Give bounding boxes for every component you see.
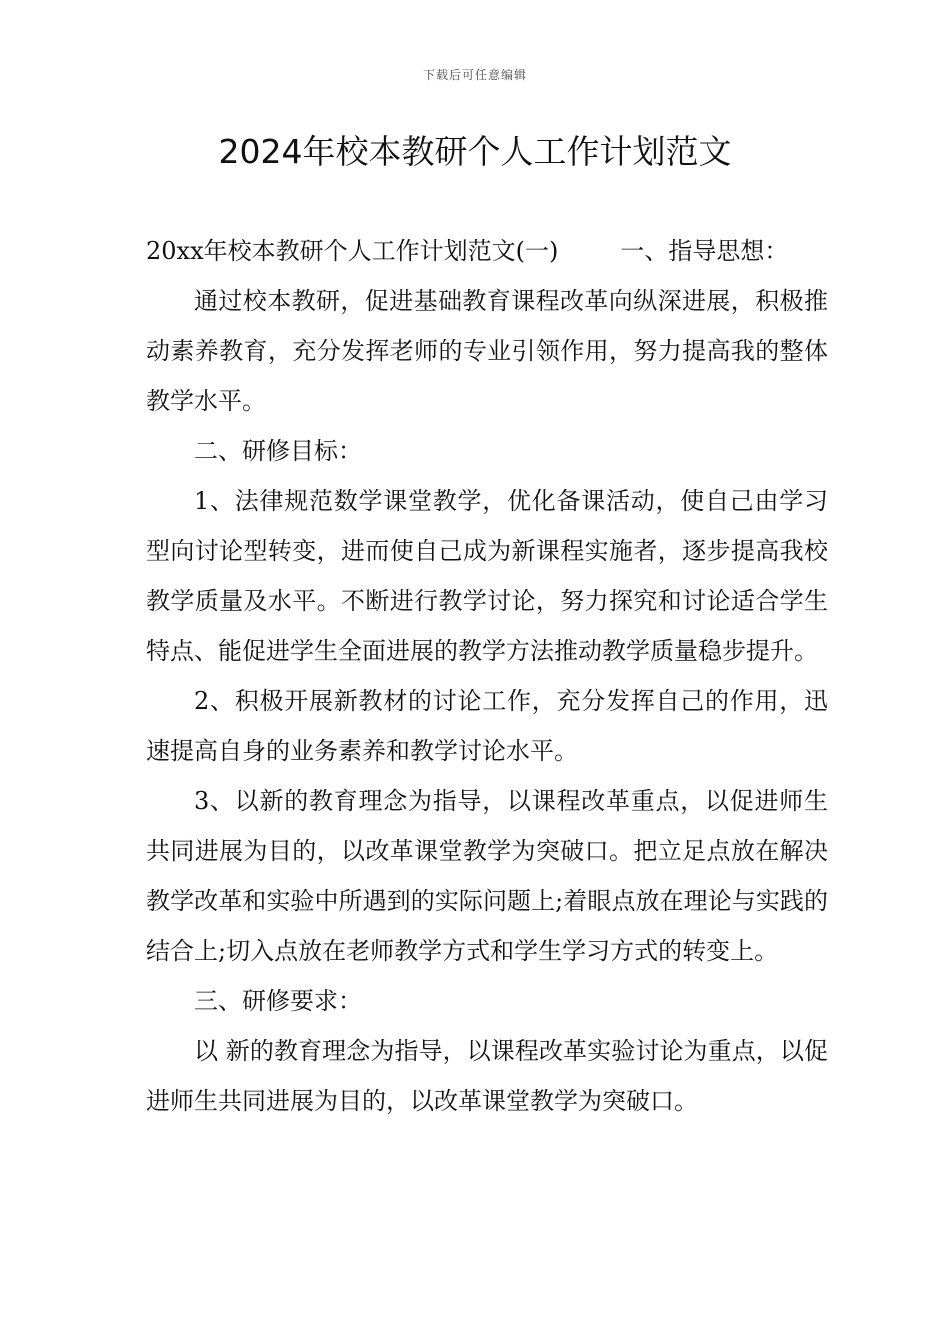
paragraph: 以 新的教育理念为指导，以课程改革实验讨论为重点，以促进师生共同进展为目的，以改革课堂教学为突破口。 — [146, 1037, 828, 1115]
section-heading-3: 三、研修要求： — [194, 987, 362, 1015]
paragraph: 通过校本教研，促进基础教育课程改革向纵深进展，积极推动素养教育，充分发挥老师的专业引领作用，努力提高我的整体教学水平。 — [146, 287, 828, 415]
paragraph: 3、以新的教育理念为指导，以课程改革重点，以促进师生共同进展为目的，以改革课堂教学为突破口。把立足点放在解决教学改革和实验中所遇到的实际问题上;着眼点放在理论与实践的结合上;切入点放在老师教学方式和学生学习方式的转变上。 — [146, 787, 828, 965]
section-heading-2: 二、研修目标： — [194, 437, 362, 465]
paragraph: 2、积极开展新教材的讨论工作，充分发挥自己的作用，迅速提高自身的业务素养和教学讨论水平。 — [146, 687, 828, 765]
document-title: 2024年校本教研个人工作计划范文 — [218, 132, 732, 171]
document-body — [146, 226, 828, 1126]
section-heading-1: 一、指导思想： — [620, 237, 789, 265]
header-note: 下载后可任意编辑 — [422, 68, 527, 82]
subtitle: 20xx年校本教研个人工作计划范文(一) — [146, 237, 559, 265]
intro-line — [146, 226, 828, 276]
paragraph: 1、法律规范数学课堂教学，优化备课活动，使自己由学习型向讨论型转变，进而使自己成为新课程实施者，逐步提高我校教学质量及水平。不断进行教学讨论，努力探究和讨论适合学生特点、能促进学生全面进展的教学方法推动教学质量稳步提升。 — [146, 487, 828, 665]
